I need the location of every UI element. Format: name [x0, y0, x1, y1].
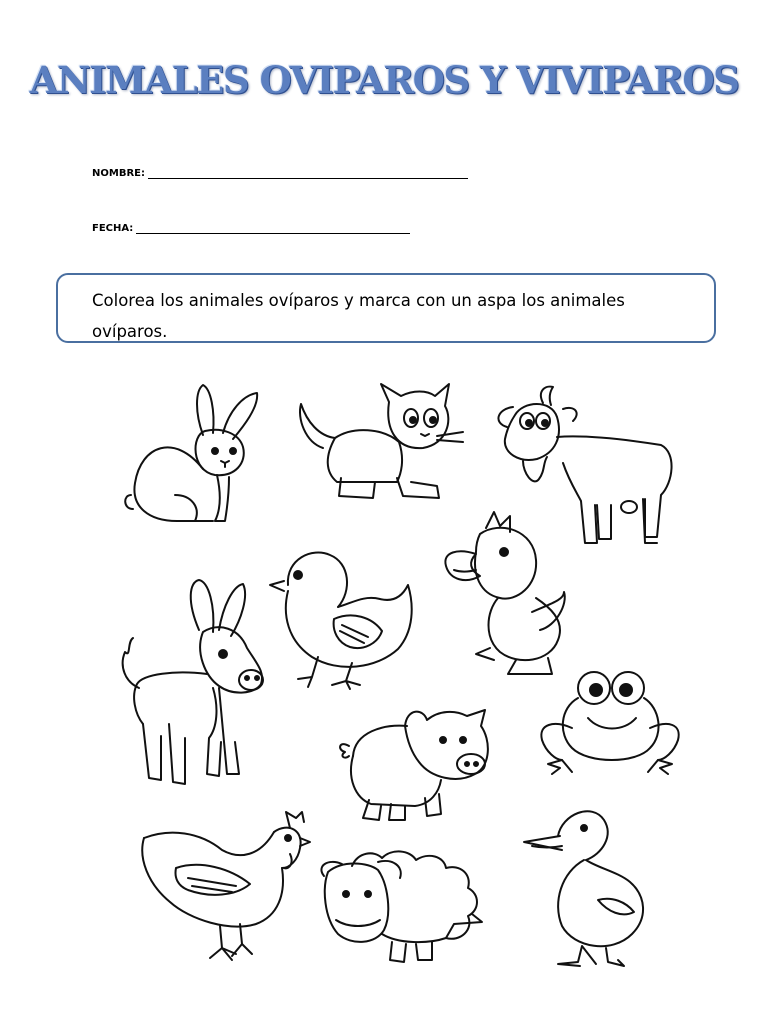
- name-field[interactable]: [92, 168, 468, 179]
- hen-icon[interactable]: [140, 808, 310, 966]
- instruction-text: Colorea los animales ovíparos y marca con un aspa los animales ovíparos.: [92, 291, 625, 341]
- rabbit-icon[interactable]: [125, 383, 260, 525]
- chick-icon[interactable]: [268, 545, 418, 690]
- duckling-icon[interactable]: [440, 508, 570, 678]
- name-label: NOMBRE:: [92, 168, 145, 179]
- date-label: FECHA:: [92, 223, 134, 234]
- sheep-icon[interactable]: [312, 848, 490, 966]
- pig-icon[interactable]: [335, 706, 495, 824]
- cat-icon[interactable]: [293, 382, 468, 507]
- worksheet-title: ANIMALES OVIPAROS Y VIVIPAROS: [29, 58, 739, 102]
- frog-icon[interactable]: [532, 668, 682, 776]
- date-line[interactable]: [136, 223, 410, 234]
- donkey-icon[interactable]: [115, 578, 270, 793]
- instruction-box: [56, 273, 716, 343]
- name-line[interactable]: [148, 168, 468, 179]
- duck-icon[interactable]: [522, 802, 650, 970]
- date-field[interactable]: [92, 223, 410, 234]
